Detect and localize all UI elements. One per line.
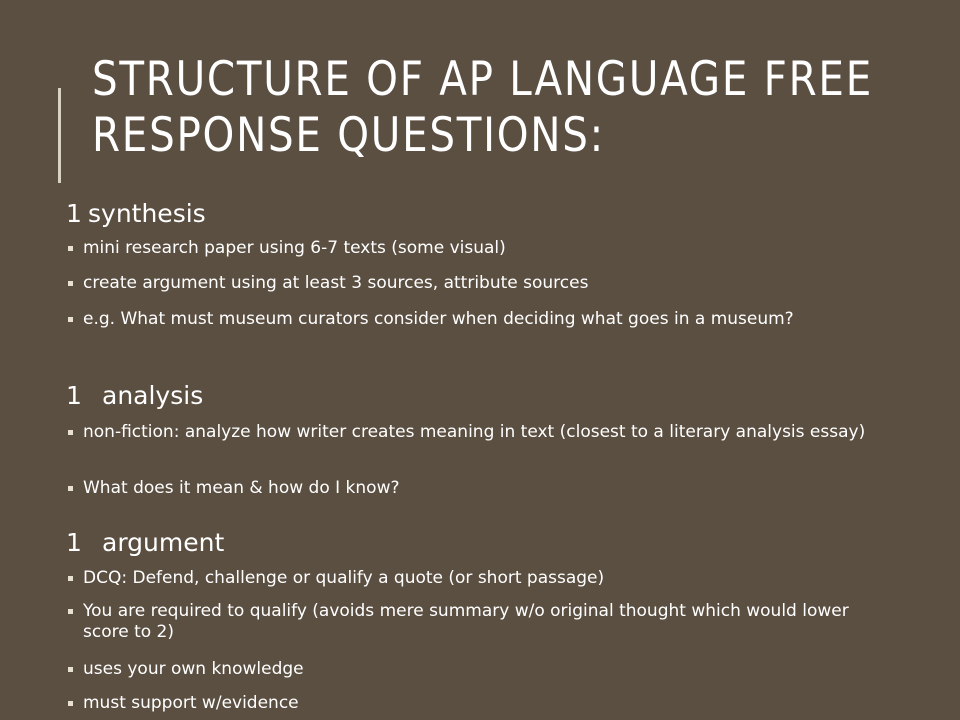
bullet-text: uses your own knowledge [83, 659, 304, 679]
small-square-bullet-icon [68, 576, 73, 581]
slide-title-line-1: STRUCTURE OF AP LANGUAGE FREE [92, 52, 873, 107]
small-square-bullet-icon [68, 430, 73, 435]
section-heading-argument [66, 528, 224, 558]
list-item [68, 273, 888, 294]
section-heading-synthesis [66, 199, 206, 229]
small-square-bullet-icon [68, 701, 73, 706]
list-item [68, 693, 888, 714]
section-title: argument [102, 528, 225, 557]
list-item [68, 659, 888, 680]
bullet-text: DCQ: Defend, challenge or qualify a quote (or short passage) [83, 568, 605, 588]
bullet-text: must support w/evidence [83, 693, 299, 713]
bullet-text: You are required to qualify (avoids mere summary w/o original thought which would lower score to 2) [83, 601, 849, 642]
section-number: 1 [66, 528, 82, 557]
bullet-text: What does it mean & how do I know? [83, 478, 400, 498]
section-title: synthesis [88, 199, 206, 228]
section-heading-analysis [66, 381, 203, 411]
small-square-bullet-icon [68, 667, 73, 672]
small-square-bullet-icon [68, 317, 73, 322]
small-square-bullet-icon [68, 281, 73, 286]
title-accent-line [58, 88, 61, 183]
list-item [68, 478, 888, 499]
bullet-text: non-fiction: analyze how writer creates meaning in text (closest to a literary analysis essay) [83, 422, 866, 442]
bullet-text: create argument using at least 3 sources, attribute sources [83, 273, 589, 293]
list-item [68, 422, 888, 443]
slide-title-line-2: RESPONSE QUESTIONS: [92, 108, 605, 163]
list-item [68, 309, 888, 330]
list-item [68, 568, 888, 589]
list-item [68, 601, 888, 643]
small-square-bullet-icon [68, 609, 73, 614]
slide-title [92, 52, 873, 164]
bullet-text: mini research paper using 6-7 texts (some visual) [83, 238, 506, 258]
small-square-bullet-icon [68, 486, 73, 491]
bullet-text: e.g. What must museum curators consider when deciding what goes in a museum? [83, 309, 794, 329]
small-square-bullet-icon [68, 246, 73, 251]
list-item [68, 238, 888, 259]
section-number: 1 [66, 381, 82, 410]
section-title: analysis [102, 381, 204, 410]
section-number: 1 [66, 199, 82, 228]
